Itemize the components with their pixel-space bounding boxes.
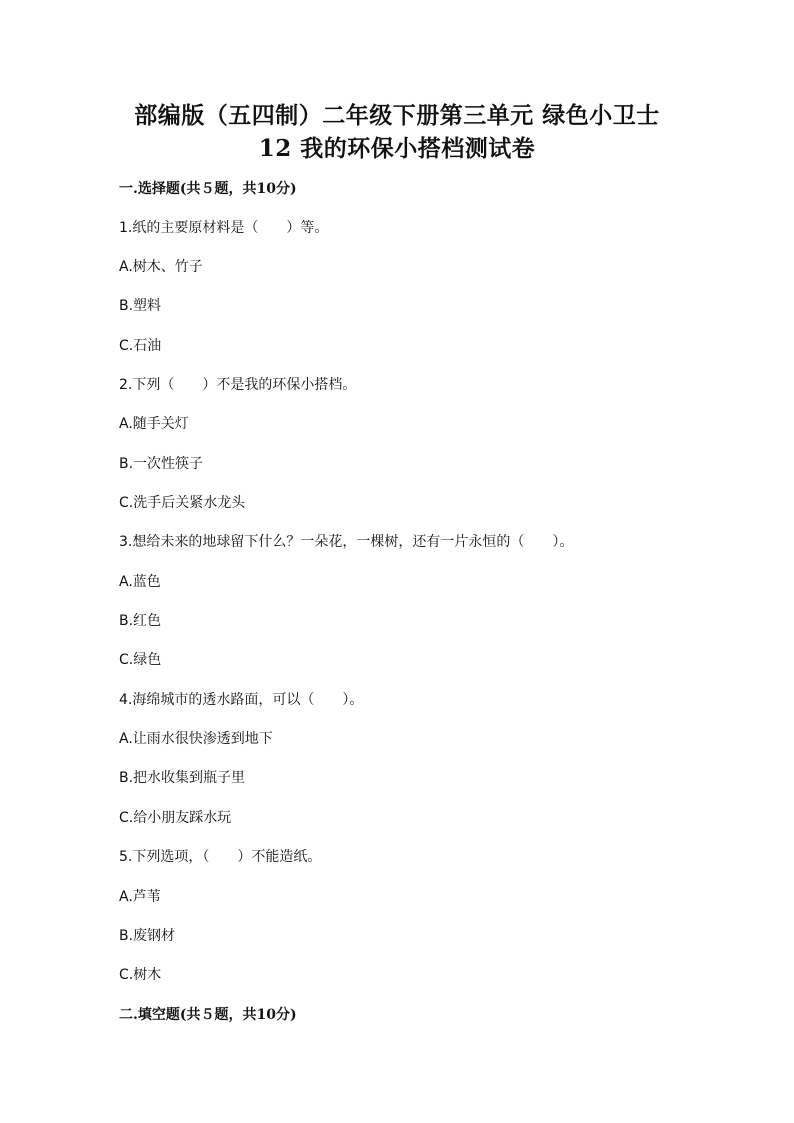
document-title-line1: 部编版（五四制）二年级下册第三单元 绿色小卫士 — [134, 102, 660, 129]
answer-option: C.给小朋友踩水玩 — [119, 810, 232, 826]
question-stem: 4.海绵城市的透水路面，可以（ ）。 — [119, 692, 364, 708]
answer-option: C.洗手后关紧水龙头 — [119, 495, 246, 511]
section-heading-fill-in: 二.填空题(共５题，共10分) — [119, 1007, 297, 1023]
section-heading-choice: 一.选择题(共５题，共10分) — [119, 181, 297, 197]
question-stem: 5.下列选项，（ ）不能造纸。 — [119, 849, 322, 865]
answer-option: B.红色 — [119, 613, 162, 629]
answer-option: C.绿色 — [119, 652, 162, 668]
answer-option: A.树木、竹子 — [119, 259, 203, 275]
document-title-line2: 12 我的环保小搭档测试卷 — [258, 135, 536, 162]
answer-option: B.一次性筷子 — [119, 456, 204, 472]
answer-option: A.蓝色 — [119, 574, 161, 590]
answer-option: A.随手关灯 — [119, 416, 189, 432]
answer-option: B.塑料 — [119, 298, 162, 314]
answer-option: C.石油 — [119, 338, 162, 354]
question-stem: 2.下列（ ）不是我的环保小搭档。 — [119, 377, 357, 393]
answer-option: B.把水收集到瓶子里 — [119, 770, 246, 786]
question-stem: 3.想给未来的地球留下什么？一朵花，一棵树，还有一片永恒的（ ）。 — [119, 534, 574, 550]
answer-option: C.树木 — [119, 967, 162, 983]
question-stem: 1.纸的主要原材料是（ ）等。 — [119, 220, 329, 236]
answer-option: A.芦苇 — [119, 889, 161, 905]
answer-option: B.废钢材 — [119, 928, 176, 944]
answer-option: A.让雨水很快渗透到地下 — [119, 731, 273, 747]
